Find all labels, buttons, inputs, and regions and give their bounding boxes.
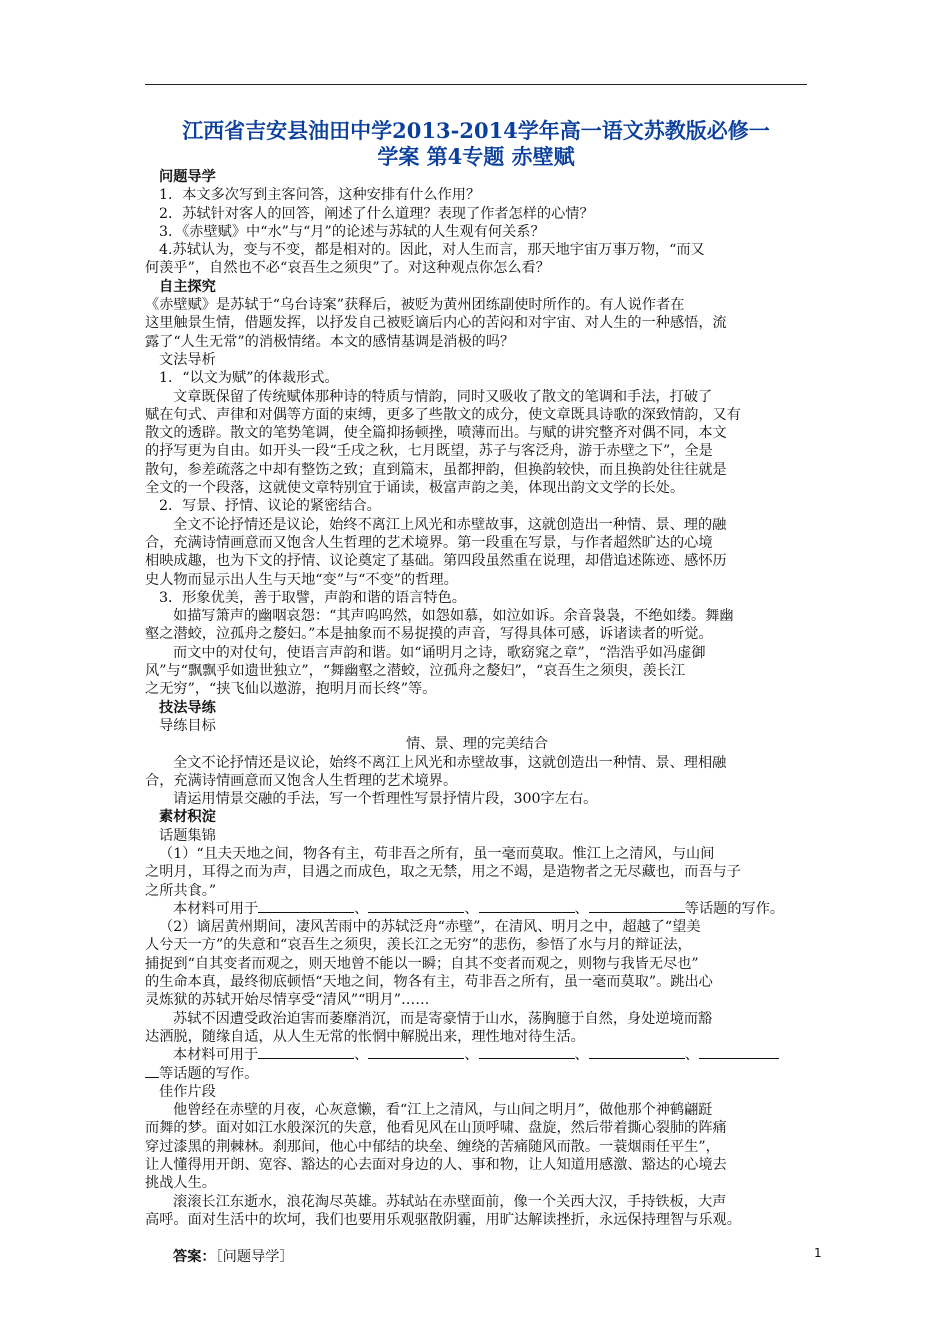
wenfa-para-1-line-2: 赋在句式、声律和对偶等方面的束缚，更多了些散文的成分，使文章既具诗歌的深致情韵，又有 [145, 406, 741, 423]
wenfa-para-2-line-1: 全文不论抒情还是议论，始终不离江上风光和赤壁故事，这就创造出一种情、景、理的融 [173, 516, 727, 533]
blank-separator: 、 [354, 900, 369, 917]
jiazuo-line-3: 穿过漆黑的荆棘林。刹那间，他心中郁结的块垒、缠绕的苦痛随风而散。一蓑烟雨任平生”， [145, 1138, 720, 1155]
sucai-1-usage [145, 900, 809, 918]
sucai-2-line-1: （2）谪居黄州期间，凄风苦雨中的苏轼泛舟“赤壁”，在清风、明月之中，超越了“望美 [159, 919, 701, 936]
document-title-line-1: 江西省吉安县油田中学2013-2014学年高一语文苏教版必修一 [182, 118, 770, 143]
jiazuo-line-7: 高呼。面对生活中的坎坷，我们也要用乐观驱散阴霾，用旷达解读挫折，永远保持理智与乐观。 [145, 1211, 741, 1228]
header-rule [145, 84, 807, 85]
wenfa-para-3-line-2: 壑之潜蛟，泣孤舟之嫠妇。”本是抽象而不易捉摸的声音，写得具体可感，诉诸读者的听觉。 [145, 626, 713, 643]
jifa-para-line-1: 全文不论抒情还是议论，始终不离江上风光和赤壁故事，这就创造出一种情、景、理相融 [173, 754, 727, 771]
wenfa-para-1-line-4: 的抒写更为自由。如开头一段“壬戌之秋，七月既望，苏子与客泛舟，游于赤壁之下”，全是 [145, 443, 713, 460]
wenfa-para-3-line-3: 而文中的对仗句，使语言声韵和谐。如“诵明月之诗，歌窈窕之章”，“浩浩乎如冯虚御 [173, 644, 706, 661]
jiazuo-line-1: 他曾经在赤壁的月夜，心灰意懒，看“江上之清风，与山间之明月”，做他那个神鹤翩跹 [173, 1102, 713, 1119]
fill-blank[interactable] [589, 900, 685, 913]
wenfa-para-1-line-3: 散文的透辟。散文的笔势笔调，使全篇抑扬顿挫，喷薄而出。与赋的讲究整齐对偶不同，本文 [145, 425, 727, 442]
wenfa-para-3-line-4: 风”与“飘飘乎如遗世独立”，“舞幽壑之潜蛟，泣孤舟之嫠妇”，“哀吾生之须臾，羡长江 [145, 663, 686, 680]
fill-blank[interactable] [368, 900, 464, 913]
question-2: 2．苏轼针对客人的回答，阐述了什么道理？表现了作者怎样的心情？ [159, 205, 594, 222]
question-1: 1．本文多次写到主客问答，这种安排有什么作用？ [159, 187, 481, 204]
wenfa-para-2-line-2: 合，充满诗情画意而又饱含人生哲理的艺术境界。第一段重在写景，与作者超然旷达的心境 [145, 534, 713, 551]
jiazuo-line-2: 而舞的梦。面对如江水般深沉的失意，他看见风在山顶呼啸、盘旋，然后带着撕心裂肺的阵痛 [145, 1120, 727, 1137]
blank-separator: 、 [354, 1047, 369, 1064]
sucai-1-line-2: 之明月，耳得之而为声，目遇之而成色，取之无禁，用之不竭，是造物者之无尽藏也，而吾与子 [145, 864, 741, 881]
blank-separator: 、 [574, 900, 589, 917]
jiazuo-line-5: 挑战人生。 [145, 1175, 216, 1192]
blank-separator: 、 [464, 1047, 479, 1064]
question-3: 3．《赤壁赋》中“水”与“月”的论述与苏轼的人生观有何关系？ [159, 223, 545, 240]
wenfa-para-1-line-1: 文章既保留了传统赋体那种诗的特质与情韵，同时又吸收了散文的笔调和手法，打破了 [173, 388, 713, 405]
usage-suffix: 等话题的写作。 [159, 1065, 259, 1082]
sucai-2-usage-line-1 [145, 1046, 809, 1064]
section-heading-wenti: 问题导学 [159, 169, 216, 185]
jiazuo-line-4: 让人懂得用开朗、宽容、豁达的心去面对身边的人、事和物，让人知道用感激、豁达的心境去 [145, 1157, 727, 1174]
wenfa-point-2: 2．写景、抒情、议论的紧密结合。 [159, 498, 381, 515]
sucai-2-line-5: 灵炼狱的苏轼开始尽情享受“清风”“明月”…… [145, 992, 430, 1009]
fill-blank[interactable] [368, 1046, 464, 1059]
section-heading-zizhu: 自主探究 [159, 278, 216, 295]
document-title-line-2: 学案 第4专题 赤壁赋 [377, 144, 575, 169]
section-heading-wenfa: 文法导析 [159, 351, 216, 368]
answer-label: 答案： [173, 1248, 216, 1265]
question-4-line-2: 何羡乎”，自然也不必“哀吾生之须臾”了。对这种观点你怎么看？ [145, 260, 550, 277]
jifa-task: 请运用情景交融的手法，写一个哲理性写景抒情片段，300字左右。 [173, 791, 598, 808]
answer-section: ［问题导学］ [215, 1248, 294, 1265]
fill-blank[interactable] [479, 1046, 575, 1059]
jifa-para-line-2: 合，充满诗情画意而又饱含人生哲理的艺术境界。 [145, 772, 458, 789]
fill-blank[interactable] [258, 900, 354, 913]
jiazuo-line-6: 滚滚长江东逝水，浪花淘尽英雄。苏轼站在赤壁面前，像一个关西大汉，手持铁板，大声 [173, 1193, 727, 1210]
question-4-line-1: 4.苏轼认为，变与不变，都是相对的。因此，对人生而言，那天地宇宙万事万物，“而又 [159, 242, 705, 259]
blank-separator: 、 [574, 1047, 589, 1064]
sucai-2-line-4: 的生命本真，最终彻底顿悟“天地之间，物各有主，苟非吾之所有，虽一毫而莫取”。跳出心 [145, 974, 713, 991]
jifa-subheading: 导练目标 [159, 717, 216, 734]
jifa-centered-title: 情、景、理的完美结合 [406, 736, 548, 753]
zizhu-line-2: 这里触景生情，借题发挥，以抒发自己被贬谪后内心的苦闷和对宇宙、对人生的一种感悟，流 [145, 315, 727, 332]
sucai-2-line-6: 苏轼不因遭受政治迫害而萎靡消沉，而是寄豪情于山水，荡胸臆于自然，身处逆境而豁 [173, 1010, 713, 1027]
blank-separator: 、 [464, 900, 479, 917]
sucai-2-usage-line-2 [145, 1065, 809, 1083]
blank-separator: 、 [684, 1047, 699, 1064]
zizhu-line-1: 《赤壁赋》是苏轼于“乌台诗案”获释后，被贬为黄州团练副使时所作的。有人说作者在 [145, 297, 685, 314]
wenfa-para-1-line-5: 散句，参差疏落之中却有整饬之致；直到篇末，虽都押韵，但换韵较快，而且换韵处往往就是 [145, 461, 727, 478]
wenfa-point-1: 1．“以文为赋”的体裁形式。 [159, 370, 339, 387]
answer-line [145, 1248, 809, 1266]
sucai-2-line-2: 人兮天一方”的失意和“哀吾生之须臾，羡长江之无穷”的悲伤，参悟了水与月的辩证法， [145, 937, 692, 954]
wenfa-para-1-line-6: 全文的一个段落，这就使文章特别宜于诵读，极富声韵之美，体现出韵文文学的长处。 [145, 480, 685, 497]
sucai-1-line-1: （1）“且夫天地之间，物各有主，苟非吾之所有，虽一毫而莫取。惟江上之清风，与山间 [159, 845, 715, 862]
sucai-subheading: 话题集锦 [159, 827, 216, 844]
wenfa-point-3: 3．形象优美，善于取譬，声韵和谐的语言特色。 [159, 589, 466, 606]
usage-prefix: 本材料可用于 [173, 1047, 259, 1064]
fill-blank[interactable] [479, 900, 575, 913]
fill-blank[interactable] [258, 1046, 354, 1059]
section-heading-jifa: 技法导练 [159, 699, 216, 716]
wenfa-para-3-line-5: 之无穷”，“挟飞仙以遨游，抱明月而长终”等。 [145, 681, 437, 698]
page-number: 1 [814, 1246, 822, 1260]
sucai-2-line-3: 捕捉到“自其变者而观之，则天地曾不能以一瞬；自其不变者而观之，则物与我皆无尽也” [145, 955, 699, 972]
wenfa-para-2-line-4: 史人物而显示出人生与天地“变”与“不变”的哲理。 [145, 571, 458, 588]
sucai-1-line-3: 之所共食。” [145, 882, 217, 899]
wenfa-para-2-line-3: 相映成趣，也为下文的抒情、议论奠定了基础。第四段虽然重在说理，却借追述陈迹、感怀历 [145, 553, 727, 570]
spacer [145, 1229, 809, 1247]
document-body [145, 168, 809, 1266]
section-heading-sucai: 素材积淀 [159, 809, 216, 826]
sucai-2-line-7: 达洒脱，随缘自适，从人生无常的怅惘中解脱出来，理性地对待生活。 [145, 1028, 585, 1045]
fill-blank[interactable] [145, 1065, 159, 1078]
zizhu-line-3: 露了“人生无常”的消极情绪。本文的感情基调是消极的吗？ [145, 333, 515, 350]
fill-blank[interactable] [589, 1046, 685, 1059]
usage-prefix: 本材料可用于 [173, 900, 259, 917]
fill-blank[interactable] [699, 1046, 779, 1059]
wenfa-para-3-line-1: 如描写箫声的幽咽哀怨：“其声呜呜然，如怨如慕，如泣如诉。余音袅袅，不绝如缕。舞幽 [173, 608, 734, 625]
usage-suffix: 等话题的写作。 [684, 900, 785, 917]
jiazuo-subheading: 佳作片段 [159, 1083, 216, 1100]
